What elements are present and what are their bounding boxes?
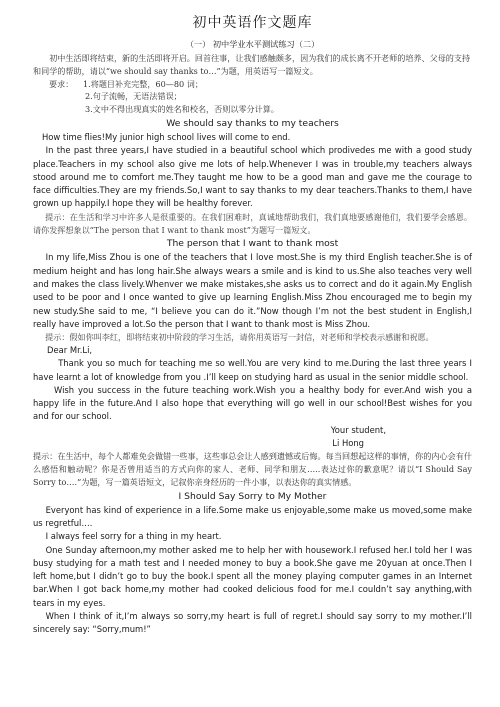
requirements-label: 要求：	[49, 78, 74, 89]
writing-prompt: 提示：在生活和学习中许多人是很重要的。在我们困难时，真诚地帮助我们，我们真地要感谢他们，我们要学会感恩。请你发挥想象以“The person that I want to thank most”为题写一篇短文。	[33, 211, 472, 235]
letter-paragraph: Wish you success in the future teaching work.Wish you a healthy body for ever.And wish you a happy life in the future.And I also hope that everything will go well in our school!Best wishes for you and for our school.	[33, 384, 472, 422]
document-title: 初中英语作文题库	[192, 15, 313, 31]
essay-paragraph: One Sunday afternoon,my mother asked me to help her with housework.I refused her.I told her I was busy studying for a math test and I needed money to buy a book.She gave me 20yuan at once.Then I left home,but I didn’t go to buy the book.I spent all the money playing computer games in an Internet bar.When I got back home,my mother had cooked delicious food for me.I couldn’t say anything,with tears in my eyes.	[33, 544, 472, 608]
essay-title: I Should Say Sorry to My Mother	[178, 490, 327, 502]
letter-salutation: Dear Mr.Li,	[47, 344, 93, 355]
intro-prompt: 初中生活即将结束，新的生活即将开启。回首往事，让我们感触颇多，因为我们的成长离不开老师的培养、父母的支持和同学的帮助，请以“we should say thanks to…”为题，用英语写一篇短文。	[33, 53, 471, 76]
essay-paragraph: In the past three years,I have studied in a beautiful school which prodivedes me with a good study place.Teachers in my school also give me lots of help.Whenever I was in trouble,my teachers always stood around me to comfort me.They taught me how to be a good man and gave me the courage to face difficulties.They are my friends.So,I want to say thanks to my dear teachers.Thanks to them,I have grown up happily.I hope they will be healthy forever.	[33, 145, 472, 209]
letter-paragraph: Thank you so much for teaching me so well.You are very kind to me.During the last three years I have learnt a lot of knowledge from you .I’ll keep on studying hard as usual in the senior middle school.	[33, 358, 472, 382]
essay-paragraph: Everyont has kind of experience in a life.Some make us enjoyable,some make us moved,some make us regretful….	[33, 504, 472, 528]
requirements	[33, 78, 472, 91]
writing-prompt: 提示：在生活中，每个人都难免会做错一些事，这些事总会让人感到遗憾或后悔。每当回想起这样的事情，你的内心会有什么感悟和触动呢？你是否曾用适当的方式向你的家人、老师、同学和朋友…..表达过你的歉意呢？请以“I Should Say Sorry to….”为题，写一篇英语短文，记叙你亲身经历的一件小事，以表达你的真实情感。	[33, 451, 472, 487]
essay-title: The person that I want to thank most	[166, 238, 339, 250]
requirement-item: 1.将题目补充完整，60—80 词；	[83, 78, 203, 89]
writing-prompt: 提示：假如你叫李红，即将结束初中阶段的学习生活，请你用英语写一封信，对老师和学校表示感谢和祝愿。	[45, 332, 434, 343]
letter-signature: Li Hong	[332, 438, 364, 449]
letter-closing: Your student,	[330, 424, 386, 435]
essay-paragraph: When I think of it,I’m always so sorry,my heart is full of regret.I should say sorry to my mother.I’ll sincerely say: “Sorry,mum!”	[33, 611, 472, 635]
essay-paragraph: How time flies!My junior high school lives will come to end.	[42, 131, 291, 142]
essay-paragraph: In my life,Miss Zhou is one of the teachers that I love most.She is my third English teacher.She is of medium height and has long hair.She always wears a smile and is kind to us.She also teaches very well and makes the class lively.Whenver we make mistakes,she asks us to correct and do it again.My English used to be poor and I once wanted to give up learning English.Miss Zhou encouraged me to begin my new study.She said to me, “I believe you can do it.”Now though I’m not the best student in English,I really have improved a lot.So the person that I want to thank most is Miss Zhou.	[33, 252, 472, 329]
essay-paragraph: I always feel sorry for a thing in my heart.	[45, 531, 222, 542]
requirement-item: 3.文中不得出现真实的姓名和校名，否则以零分计算。	[85, 104, 279, 115]
section-subtitle: （一） 初中学业水平测试练习（二）	[185, 39, 320, 49]
essay-title: We should say thanks to my teachers	[166, 117, 339, 129]
requirement-item: 2.句子流畅，无语法错误；	[85, 91, 182, 102]
